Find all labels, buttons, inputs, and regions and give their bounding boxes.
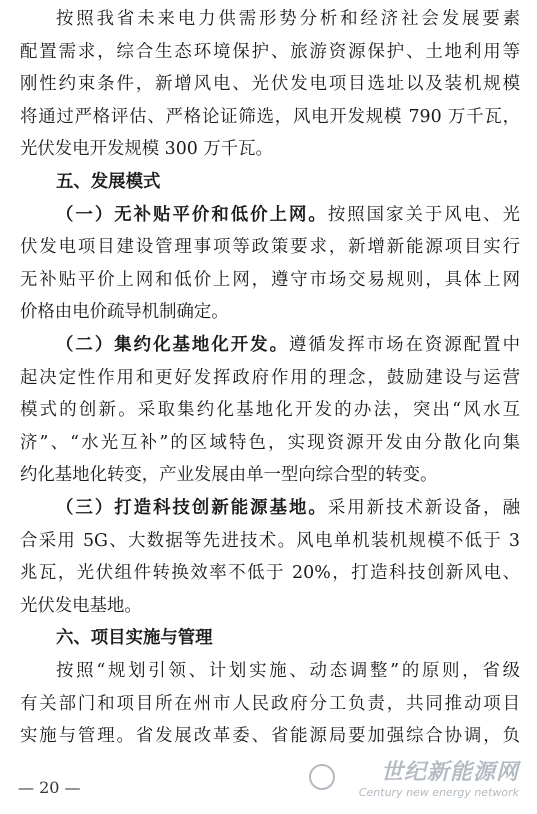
item-2-line-4: 济”、“水光互补”的区域特色，实现资源开发由分散化向集 — [20, 432, 520, 453]
item-3-text-1: 采用新技术新设备，融 — [327, 498, 520, 518]
watermark-text-cn: 世纪新能源网 — [380, 760, 519, 785]
item-2-title: （二）集约化基地化开发。 — [56, 335, 289, 355]
paragraph-1-line-1: 按照我省未来电力供需形势分析和经济社会发展要素 — [56, 9, 520, 29]
section-6-line-1: 按照“规划引领、计划实施、动态调整”的原则，省级 — [56, 661, 520, 681]
section-6-line-2: 有关部门和项目所在州市人民政府分工负责，共同推动项目 — [20, 693, 520, 714]
watermark-text-en: Century new energy network — [358, 786, 519, 799]
item-3-line-2: 合采用 5G、大数据等先进技术。风电单机装机规模不低于 3 — [20, 530, 520, 551]
item-2-line-1 — [56, 334, 520, 356]
section-6-line-3: 实施与管理。省发展改革委、省能源局要加强综合协调，负 — [20, 726, 520, 747]
item-2-line-5: 约化基地化转变，产业发展由单一型向综合型的转变。 — [20, 465, 438, 486]
item-1-line-3: 无补贴平价上网和低价上网，遵守市场交易规则，具体上网 — [20, 269, 520, 290]
watermark-logo — [309, 760, 519, 808]
item-1-line-4: 价格由电价疏导机制确定。 — [20, 302, 229, 323]
item-1-line-1 — [56, 204, 520, 226]
item-1-text-1: 按照国家关于风电、光 — [327, 204, 520, 225]
page-number: — 20 — — [18, 778, 81, 797]
item-3-line-4: 光伏发电基地。 — [20, 595, 142, 616]
item-3-title: （三）打造科技创新能源基地。 — [56, 498, 328, 518]
item-1-line-2: 伏发电项目建设管理事项等政策要求，新增新能源项目实行 — [20, 237, 520, 258]
watermark-circle-icon — [309, 764, 335, 790]
paragraph-1-line-2: 配置需求，综合生态环境保护、旅游资源保护、土地利用等 — [20, 41, 520, 62]
item-2-text-1: 遵循发挥市场在资源配置中 — [289, 335, 520, 355]
paragraph-1-line-4: 将通过严格评估、严格论证筛选，风电开发规模 790 万千瓦， — [20, 106, 520, 127]
paragraph-1-line-5: 光伏发电开发规模 300 万千瓦。 — [20, 139, 273, 160]
item-2-line-2: 起决定性作用和更好发挥政府作用的理念，鼓励建设与运营 — [20, 367, 520, 388]
section-5-heading: 五、发展模式 — [56, 172, 161, 192]
item-3-line-3: 兆瓦，光伏组件转换效率不低于 20%，打造科技创新风电、 — [20, 563, 520, 584]
section-6-heading: 六、项目实施与管理 — [56, 628, 213, 649]
item-1-title: （一）无补贴平价和低价上网。 — [56, 204, 328, 225]
paragraph-1-line-3: 刚性约束条件，新增风电、光伏发电项目选址以及装机规模 — [20, 74, 520, 95]
item-3-line-1 — [56, 497, 520, 519]
item-2-line-3: 模式的创新。采取集约化基地化开发的办法，突出“风水互 — [20, 400, 520, 421]
